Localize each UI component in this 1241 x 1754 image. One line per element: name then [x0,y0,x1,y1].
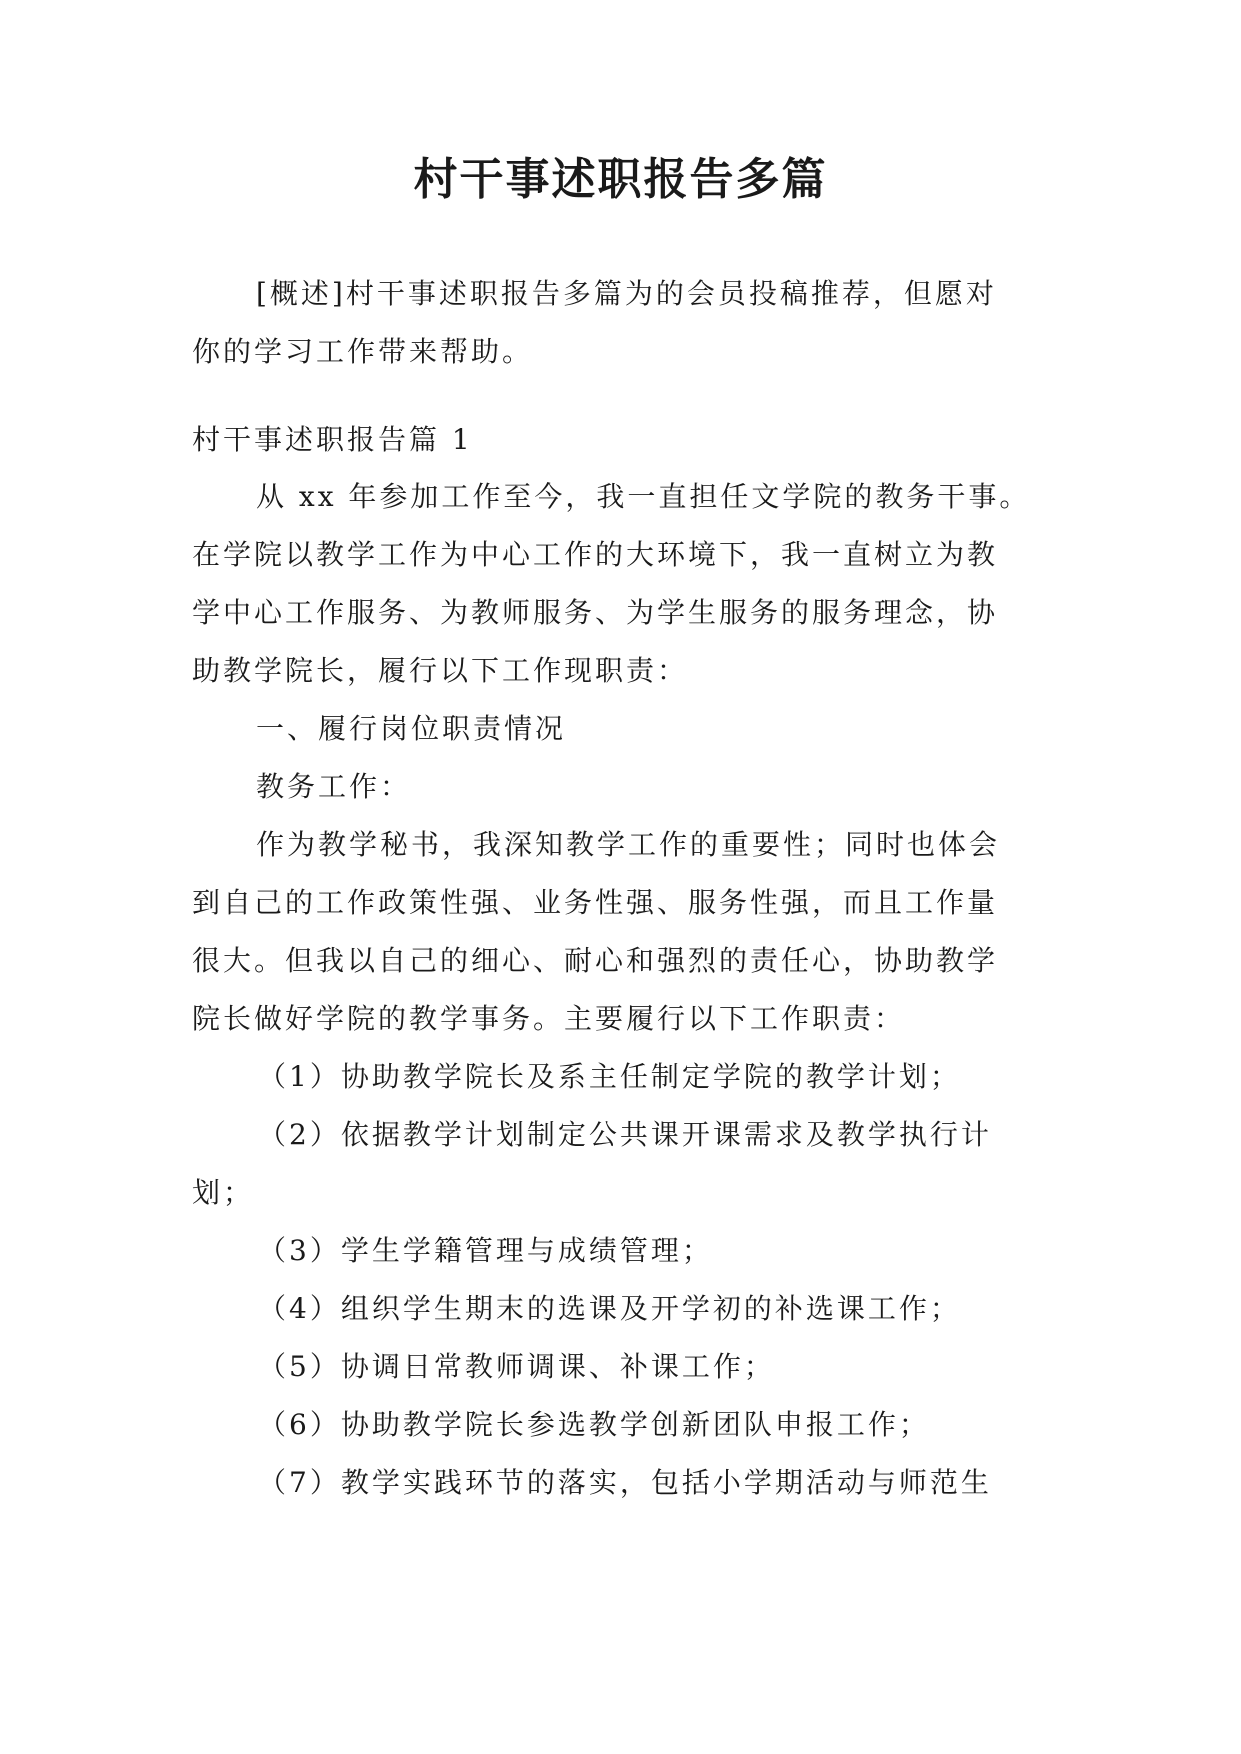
list-item: （6）协助教学院长参选教学创新团队申报工作； [258,1408,930,1441]
paragraph-line: 在学院以教学工作为中心工作的大环境下，我一直树立为教 [192,538,999,571]
paragraph-line: 院长做好学院的教学事务。主要履行以下工作职责： [192,1002,906,1035]
list-item: （4）组织学生期末的选课及开学初的补选课工作； [258,1292,961,1325]
paragraph-line: 从 xx 年参加工作至今，我一直担任文学院的教务干事。 [256,480,1031,513]
list-item: （7）教学实践环节的落实，包括小学期活动与师范生 [258,1466,992,1499]
paragraph-line: 作为教学秘书，我深知教学工作的重要性；同时也体会 [256,828,1001,861]
summary-line: 你的学习工作带来帮助。 [192,335,534,368]
secretary-paragraph [192,816,1052,1048]
section-heading: 村干事述职报告篇 1 [192,423,473,456]
paragraph-line: 很大。但我以自己的细心、耐心和强烈的责任心，协助教学 [192,944,999,977]
summary-paragraph [192,265,1052,381]
list-item-continuation: 划； [192,1176,255,1209]
list-item: （1）协助教学院长及系主任制定学院的教学计划； [258,1060,961,1093]
subheading-line: 一、履行岗位职责情况 [256,712,567,745]
document-title: 村干事述职报告多篇 [413,154,828,205]
duties-list [192,1048,1052,1512]
subheading-duties [192,700,1052,816]
paragraph-line: 助教学院长，履行以下工作现职责： [192,654,689,687]
paragraph-line: 到自己的工作政策性强、业务性强、服务性强，而且工作量 [192,886,999,919]
list-item: （2）依据教学计划制定公共课开课需求及教学执行计 [258,1118,992,1151]
list-item: （5）协调日常教师调课、补课工作； [258,1350,775,1383]
subheading-line: 教务工作： [256,770,412,803]
paragraph-line: 学中心工作服务、为教师服务、为学生服务的服务理念，协 [192,596,999,629]
summary-line: [概述]村干事述职报告多篇为的会员投稿推荐，但愿对 [256,277,997,310]
list-item: （3）学生学籍管理与成绩管理； [258,1234,713,1267]
intro-paragraph [192,468,1052,700]
